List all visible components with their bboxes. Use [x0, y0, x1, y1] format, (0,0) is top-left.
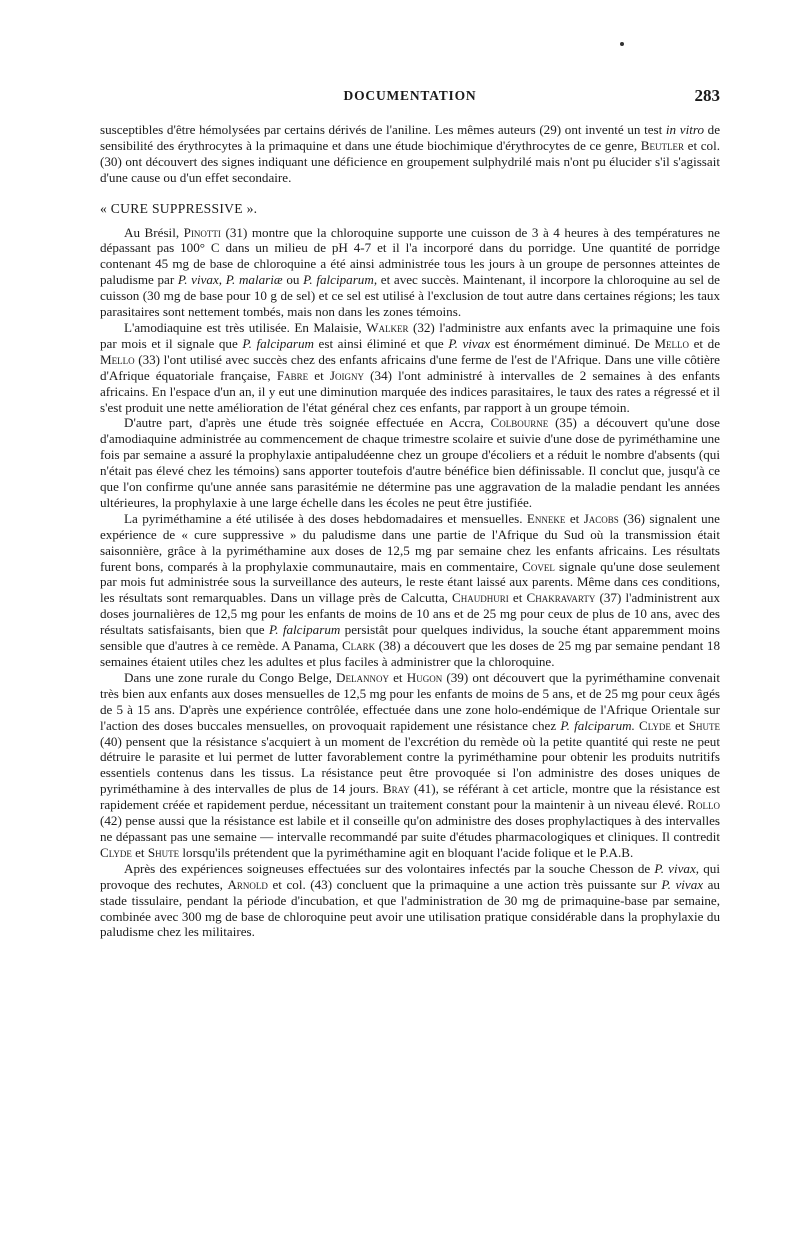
paragraph-primaquine-volunteers [100, 861, 720, 941]
text: est énormément diminué. De [490, 335, 655, 351]
text: et avec succès. Maintenant, il incorpore la chloroquine au sel de cuisson (30 mg de base pour 10 g de sel) et ce sel est utilisé à l'exclusion de tout autre dans certaines régions; les taux parasitaires sont nettement tombés, mais non dans les zones témoins. [100, 272, 720, 320]
text: et de [689, 335, 721, 351]
text: D'autre part, d'après une étude très soignée effectuée en Accra, [124, 415, 491, 431]
author-name: Shute [147, 844, 180, 860]
section-title: « CURE SUPPRESSIVE ». [100, 200, 258, 216]
author-name: Delannoy [336, 669, 389, 685]
text: (40) pensent que la résistance s'acquiert à un moment de l'excrétion du remède où la petite quantité qui reste ne peut détruire le parasite et lui permet de lutter favorablement contre la pyriméthamine pour obtenir les produits nutritifs essentiels contenus dans les tissus. La résistance peut être provoquée si l'on administre des doses uniques de pyriméthamine à des intervalles de plus de 14 jours. [100, 733, 720, 797]
text: et [388, 669, 407, 685]
page-header [100, 88, 720, 110]
text: lorsqu'ils prétendent que la pyriméthamine agit en bloquant l'acide folique et le P.A.B. [179, 844, 634, 860]
text: ou [282, 272, 304, 288]
text: (39) ont découvert que la pyriméthamine convenait très bien aux enfants aux doses mensuelles de 12,5 mg pour les enfants de moins de 5 ans, et de 25 mg pour ceux âgés de 5 à 15 ans. D'après une expérience contrôlée, effectuée dans une zone holo-endémique de l'Afrique Orientale sur l'action des doses buccales mensuelles, on provoquait rapidement une résistance chez [100, 669, 720, 733]
author-name: Mello [100, 351, 135, 367]
text: et [508, 590, 527, 606]
text: Au Brésil, [124, 224, 184, 240]
author-name: Clark [341, 638, 376, 654]
text: (37) l'administrent aux doses journalières de 12,5 mg pour les enfants de moins de 10 ans et de 25 mg pour ceux de plus de 10 ans, avec des résultats satisfaisants, bien que [100, 590, 720, 638]
author-name: Enneke [526, 510, 566, 526]
text: au stade tissulaire, pendant la période d'incubation, et que l'administration de 30 mg de primaquine-base par semaine, combinée avec 300 mg de base de chloroquine peut avoir une utilisation pratique considérable dans la prophylaxie du paludisme chez les militaires. [100, 876, 720, 940]
author-name: Fabre [276, 367, 309, 383]
text: (42) pense aussi que la résistance est labile et il conseille qu'on administre des doses prophylactiques à des intervalles ne dépassant pas une semaine — intervalle recommandé par suite d'études pharmacologiques et cliniques. Il contredit [100, 813, 720, 844]
text: et [565, 510, 584, 526]
text: (41), se référant à cet article, montre que la résistance est rapidement créée et rapidement perdue, nécessitant un traitement constant pour la maintenir à un niveau élevé. [100, 781, 720, 813]
author-name: Joigny [329, 367, 364, 383]
italic-term: P. vivax [661, 876, 704, 892]
author-name: Colbourne [490, 415, 549, 431]
text: de sensibilité des érythrocytes à la primaquine et dans une étude biochimique d'érythrocytes de ce genre, [100, 122, 721, 153]
text: qui provoque des rechutes, [100, 860, 720, 892]
italic-term: P. vivax [448, 335, 491, 351]
text: (35) a découvert qu'une dose d'amodiaquine administrée au commencement de chaque trimestre scolaire et suivie d'une dose de pyriméthamine une fois par semaine a assuré la prophylaxie antipaludéenne chez un groupe d'écoliers et a réduit le nombre d'absents (qui n'était pas élevé chez les témoins) sans apporter toutefois d'autre bénéfice bien définissable. Il conclut que, jusqu'à ce que l'on confirme qu'une année sans parasitémie ne détermine pas une aggravation de la maladie pendant les années ultérieures, la prophylaxie à une large échelle dans les écoles ne peut être justifiée. [100, 415, 720, 510]
text: L'amodiaquine est très utilisée. En Malaisie, [124, 319, 367, 335]
italic-term: in vitro [665, 122, 704, 137]
author-name: Bray [382, 781, 410, 797]
text: et [670, 717, 689, 733]
text: (34) l'ont administré à intervalles de 2 semaines à des enfants africains. En l'espace d'un an, il y eut une diminution marquée des indices parasitaires, le taux des rates a régressé et il s'est produit une nette amélioration de l'état général chez ces enfants, par rapport à un groupe témoin. [100, 367, 720, 415]
paragraph-congo [100, 670, 720, 861]
paragraph-brazil [100, 225, 720, 320]
text: persistât pour quelques individus, la souche étant apparemment moins sensible que d'autres à ce remède. A Panama, [100, 622, 720, 654]
author-name: Shute [688, 717, 720, 733]
author-name: Arnold [227, 876, 268, 892]
italic-term: P. falciparum, [303, 272, 378, 288]
italic-term: P. vivax, [654, 860, 700, 876]
paragraph-hemolysis [100, 122, 720, 186]
text: et col. (30) ont découvert des signes indiquant une déficience en groupement sulphydrilé mais n'ont pu élucider s'il s'agissait d'une cause ou d'un effet secondaire. [100, 137, 720, 185]
author-name: Chakravarty [526, 590, 596, 606]
paragraph-pyrimethamine [100, 511, 720, 670]
text: (38) a découvert que les doses de 25 mg par semaine pendant 18 semaines étaient utiles chez les adultes et plus faciles à administrer que la chloroquine. [100, 638, 720, 669]
author-name: Beutler [640, 137, 684, 153]
text: (33) l'ont utilisé avec succès chez des enfants africains d'une ferme de l'est de l'Afrique. Dans une ville côtière d'Afrique équatoriale française, [100, 351, 720, 383]
author-name: Rollo [687, 797, 720, 813]
printing-mark [620, 42, 624, 46]
author-name: Chaudhuri [452, 590, 509, 606]
page-number: 283 [694, 86, 720, 105]
author-name: Pinotti [183, 224, 221, 240]
author-name: Covel [522, 558, 555, 574]
italic-term: P. falciparum. [560, 717, 635, 733]
text: est ainsi éliminé et que [313, 335, 449, 351]
author-name: Jacobs [583, 510, 619, 526]
author-name: Hugon [406, 669, 443, 685]
italic-term: P. vivax, P. malariæ [177, 272, 283, 288]
text: Après des expériences soigneuses effectuées sur des volontaires infectés par la souche Chesson de [124, 860, 655, 876]
text: Dans une zone rurale du Congo Belge, [124, 669, 336, 685]
text: (36) signalent une expérience de « cure suppressive » du paludisme dans une partie de l'Afrique du Sud où la transmission était saisonnière, grâce à la pyriméthamine aux doses de 12,5 mg par semaine chez les enfants africains. Les résultats furent bons, comparés à la prophylaxie communautaire, mais en commentaire, [100, 510, 720, 574]
text: et [131, 844, 148, 860]
text: susceptibles d'être hémolysées par certains dérivés de l'aniline. Les mêmes auteurs (29) ont inventé un test [100, 122, 666, 137]
text: et col. (43) concluent que la primaquine a une action très puissante sur [267, 876, 662, 892]
running-title: DOCUMENTATION [343, 88, 477, 103]
paragraph-accra [100, 415, 720, 510]
text: signale qu'une dose seulement par mois fut administrée sous la surveillance des auteurs, le reste étant laissé aux parents. Même dans ces conditions, les résultats sont remarquables. Dans un village près de Calcutta, [100, 558, 720, 606]
article-body [100, 122, 720, 940]
author-name: Walker [366, 319, 409, 335]
text: La pyriméthamine a été utilisée à des doses hebdomadaires et mensuelles. [124, 510, 527, 526]
italic-term: P. falciparum [242, 335, 314, 351]
author-name: Clyde [639, 717, 671, 733]
paragraph-amodiaquine [100, 320, 720, 415]
text: et [308, 367, 330, 383]
author-name: Mello [654, 335, 690, 351]
italic-term: P. falciparum [268, 622, 341, 638]
text: (31) montre que la chloroquine supporte une cuisson de 3 à 4 heures à des températures ne dépassant pas 100° C dans un milieu de pH 4-7 et il l'a incorporé dans du porridge. Une quantité de porridge contenant 45 mg de base de chloroquine a été ainsi administrée tous les jours à un groupe de personnes atteintes de paludisme par [100, 224, 720, 288]
author-name: Clyde [100, 844, 132, 860]
text: (32) l'administre aux enfants avec la primaquine une fois par mois et il signale que [100, 319, 720, 351]
